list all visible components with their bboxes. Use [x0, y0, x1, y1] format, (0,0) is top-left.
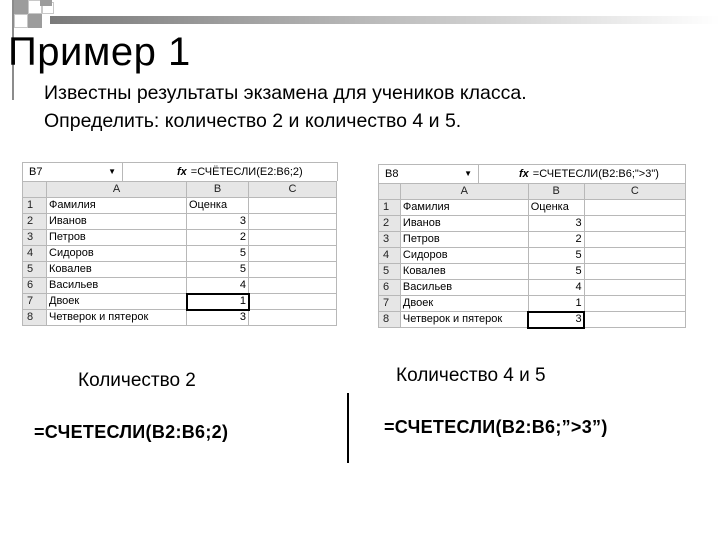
table-row: [23, 278, 337, 294]
row-header[interactable]: 7: [379, 296, 401, 312]
table-row: [23, 198, 337, 214]
cell-a[interactable]: Ковалев: [400, 264, 528, 280]
name-box[interactable]: [379, 165, 479, 183]
table-row: [379, 200, 686, 216]
table-row: [23, 262, 337, 278]
fx-icon[interactable]: fx: [519, 168, 529, 180]
cell-a[interactable]: Петров: [400, 232, 528, 248]
cell-c1[interactable]: [249, 198, 337, 214]
column-header-b[interactable]: B: [528, 184, 584, 200]
cell-b[interactable]: 5: [187, 246, 249, 262]
cell-c[interactable]: [249, 262, 337, 278]
cell-a[interactable]: Ковалев: [47, 262, 187, 278]
row-header[interactable]: 8: [379, 312, 401, 328]
cell-c[interactable]: [584, 280, 685, 296]
description-line-2: Определить: количество 2 и количество 4 и 5.: [44, 110, 462, 132]
table-row: [379, 264, 686, 280]
cell-c1[interactable]: [584, 200, 685, 216]
table-row: [379, 216, 686, 232]
row-header[interactable]: 1: [23, 198, 47, 214]
row-header[interactable]: 2: [23, 214, 47, 230]
cell-b[interactable]: 2: [528, 232, 584, 248]
column-header-row: [23, 182, 337, 198]
row-header[interactable]: 6: [379, 280, 401, 296]
column-header-a[interactable]: A: [400, 184, 528, 200]
formula-bar: [378, 164, 686, 183]
cell-a[interactable]: Четверок и пятерок: [400, 312, 528, 328]
name-box-value: B8: [385, 168, 399, 180]
column-header-b[interactable]: B: [187, 182, 249, 198]
cell-a[interactable]: Петров: [47, 230, 187, 246]
cell-b[interactable]: 5: [187, 262, 249, 278]
cell-b[interactable]: 5: [528, 248, 584, 264]
cell-c[interactable]: [249, 278, 337, 294]
table-row: [379, 232, 686, 248]
cell-a1[interactable]: Фамилия: [47, 198, 187, 214]
cell-c[interactable]: [584, 264, 685, 280]
cell-c[interactable]: [249, 246, 337, 262]
cell-c[interactable]: [249, 230, 337, 246]
cell-c[interactable]: [249, 294, 337, 310]
row-header[interactable]: 4: [379, 248, 401, 264]
cell-b[interactable]: 3: [187, 310, 249, 326]
cell-b[interactable]: 4: [528, 280, 584, 296]
table-row: [23, 294, 337, 310]
row-header[interactable]: 5: [379, 264, 401, 280]
table-row: [379, 248, 686, 264]
sheet-grid: [22, 181, 337, 326]
cell-c[interactable]: [249, 214, 337, 230]
row-header[interactable]: 1: [379, 200, 401, 216]
cell-b[interactable]: 1: [528, 296, 584, 312]
formula-bar: [22, 162, 338, 181]
cell-c[interactable]: [584, 232, 685, 248]
table-row: [23, 214, 337, 230]
row-header[interactable]: 5: [23, 262, 47, 278]
right-spreadsheet: [378, 164, 686, 328]
row-header[interactable]: 3: [23, 230, 47, 246]
corner-cell[interactable]: [379, 184, 401, 200]
cell-b[interactable]: 5: [528, 264, 584, 280]
table-row: [379, 312, 686, 328]
cell-c[interactable]: [584, 312, 685, 328]
row-header[interactable]: 2: [379, 216, 401, 232]
row-header[interactable]: 7: [23, 294, 47, 310]
fx-icon[interactable]: fx: [177, 166, 187, 178]
column-header-a[interactable]: A: [47, 182, 187, 198]
name-box[interactable]: [23, 163, 123, 181]
sheet-grid: [378, 183, 686, 328]
gradient-bar: [50, 16, 720, 24]
left-spreadsheet: [22, 162, 338, 326]
table-row: [379, 280, 686, 296]
row-header[interactable]: 8: [23, 310, 47, 326]
table-row: [23, 310, 337, 326]
slide-title: Пример 1: [8, 30, 191, 74]
row-header[interactable]: 3: [379, 232, 401, 248]
row-header[interactable]: 6: [23, 278, 47, 294]
cell-a1[interactable]: Фамилия: [400, 200, 528, 216]
cell-b[interactable]: 3: [528, 216, 584, 232]
selected-cell-b8[interactable]: 3: [528, 312, 584, 328]
table-row: [23, 230, 337, 246]
selected-cell-b7[interactable]: 1: [187, 294, 249, 310]
cell-a[interactable]: Васильев: [47, 278, 187, 294]
table-row: [379, 296, 686, 312]
cell-a[interactable]: Иванов: [400, 216, 528, 232]
column-header-row: [379, 184, 686, 200]
cell-a[interactable]: Иванов: [47, 214, 187, 230]
cell-a[interactable]: Четверок и пятерок: [47, 310, 187, 326]
chevron-down-icon[interactable]: ▼: [108, 167, 116, 176]
cell-b1[interactable]: Оценка: [528, 200, 584, 216]
cell-a[interactable]: Двоек: [400, 296, 528, 312]
cell-a[interactable]: Васильев: [400, 280, 528, 296]
column-header-c[interactable]: C: [584, 184, 685, 200]
cell-b[interactable]: 4: [187, 278, 249, 294]
cell-b[interactable]: 3: [187, 214, 249, 230]
cell-b1[interactable]: Оценка: [187, 198, 249, 214]
divider: [347, 393, 349, 463]
row-header[interactable]: 4: [23, 246, 47, 262]
name-box-value: B7: [29, 166, 43, 178]
cell-c[interactable]: [584, 296, 685, 312]
right-caption: Количество 4 и 5: [396, 365, 546, 386]
right-formula: =СЧЕТЕСЛИ(B2:B6;”>3”): [384, 417, 608, 437]
formula-text[interactable]: =СЧЁТЕСЛИ(E2:B6;2): [190, 166, 303, 178]
chevron-down-icon[interactable]: ▼: [464, 169, 472, 178]
description-line-1: Известны результаты экзамена для учеников класса.: [44, 82, 527, 104]
cell-a[interactable]: Сидоров: [47, 246, 187, 262]
column-header-c[interactable]: C: [249, 182, 337, 198]
cell-c[interactable]: [584, 248, 685, 264]
corner-cell[interactable]: [23, 182, 47, 198]
left-caption: Количество 2: [78, 370, 196, 391]
cell-c[interactable]: [584, 216, 685, 232]
cell-a[interactable]: Двоек: [47, 294, 187, 310]
cell-c[interactable]: [249, 310, 337, 326]
cell-b[interactable]: 2: [187, 230, 249, 246]
table-row: [23, 246, 337, 262]
left-formula: =СЧЕТЕСЛИ(B2:B6;2): [34, 422, 229, 442]
formula-text[interactable]: =СЧЕТЕСЛИ(B2:B6;">3"): [532, 168, 659, 180]
cell-a[interactable]: Сидоров: [400, 248, 528, 264]
